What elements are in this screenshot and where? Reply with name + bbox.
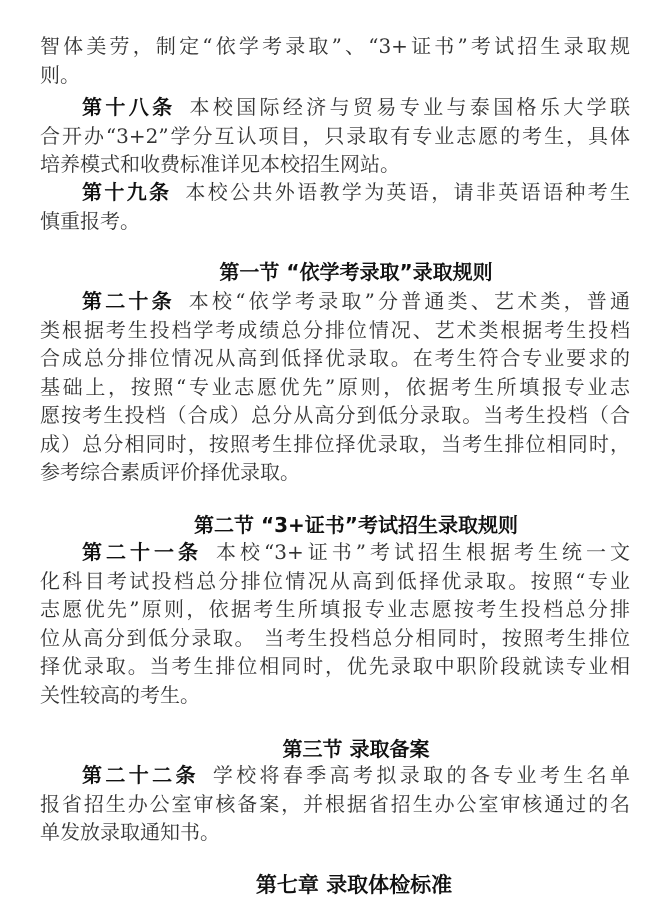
article-label: 第十九条 xyxy=(82,180,172,204)
chapter-7-heading: 第七章 录取体检标准 xyxy=(255,873,453,897)
article-21 xyxy=(40,538,630,709)
article-20 xyxy=(40,287,630,487)
text-line: 关性较高的考生。 xyxy=(40,682,200,707)
text-line: 基础上，按照“专业志愿优先”原则，依据考生所填报专业志 xyxy=(40,374,630,399)
article-19 xyxy=(40,178,630,235)
article-18 xyxy=(40,93,630,179)
text-line: 合成总分排位情况从高到低择优录取。在考生符合专业要求的 xyxy=(40,346,630,370)
text-line: 报省招生办公室审核备案，并根据省招生办公室审核通过的名 xyxy=(40,791,630,816)
text-line: 志愿优先”原则，依据考生所填报专业志愿按考生投档总分排 xyxy=(40,597,630,621)
text-line: 位从高分到低分录取。 当考生投档总分相同时，按照考生排位 xyxy=(40,625,630,650)
text-line: 成）总分相同时，按照考生排位择优录取，当考生排位相同时， xyxy=(40,431,630,456)
text-line: 愿按考生投档（合成）总分从高分到低分录取。当考生投档（合 xyxy=(40,403,630,427)
text-line: 单发放录取通知书。 xyxy=(40,820,220,844)
text-line: 本校“3+证书”考试招生根据考生统一文 xyxy=(216,540,630,564)
text-line: 化科目考试投档总分排位情况从高到低择优录取。按照“专业 xyxy=(40,568,630,593)
paragraph-17-tail xyxy=(40,32,630,89)
article-label: 第十八条 xyxy=(82,95,176,119)
text-line: 智体美劳，制定“依学考录取”、“3+证书”考试招生录取规 xyxy=(40,34,630,58)
text-line: 参考综合素质评价择优录取。 xyxy=(40,460,300,484)
article-label: 第二十二条 xyxy=(82,763,199,787)
section-2-heading: 第二节 “3+证书”考试招生录取规则 xyxy=(194,513,518,537)
article-22 xyxy=(40,761,630,847)
text-line: 学校将春季高考拟录取的各专业考生名单 xyxy=(212,763,631,787)
article-label: 第二十条 xyxy=(82,289,175,313)
article-label: 第二十一条 xyxy=(82,540,203,564)
text-line: 慎重报考。 xyxy=(40,208,140,233)
text-line: 合开办“3+2”学分互认项目，只录取有专业志愿的考生，具体 xyxy=(40,123,630,148)
section-3-heading: 第三节 录取备案 xyxy=(282,737,430,761)
text-line: 本校“依学考录取”分普通类、艺术类，普通 xyxy=(188,289,631,313)
section-1-heading: 第一节 “依学考录取”录取规则 xyxy=(219,260,493,284)
text-line: 类根据考生投档学考成绩总分排位情况、艺术类根据考生投档 xyxy=(40,317,630,342)
text-line: 培养模式和收费标准详见本校招生网站。 xyxy=(40,152,400,176)
text-line: 则。 xyxy=(40,62,80,87)
text-line: 本校公共外语教学为英语，请非英语语种考生 xyxy=(185,180,631,204)
text-line: 本校国际经济与贸易专业与泰国格乐大学联 xyxy=(189,95,631,119)
text-line: 择优录取。当考生排位相同时，优先录取中职阶段就读专业相 xyxy=(40,654,630,678)
